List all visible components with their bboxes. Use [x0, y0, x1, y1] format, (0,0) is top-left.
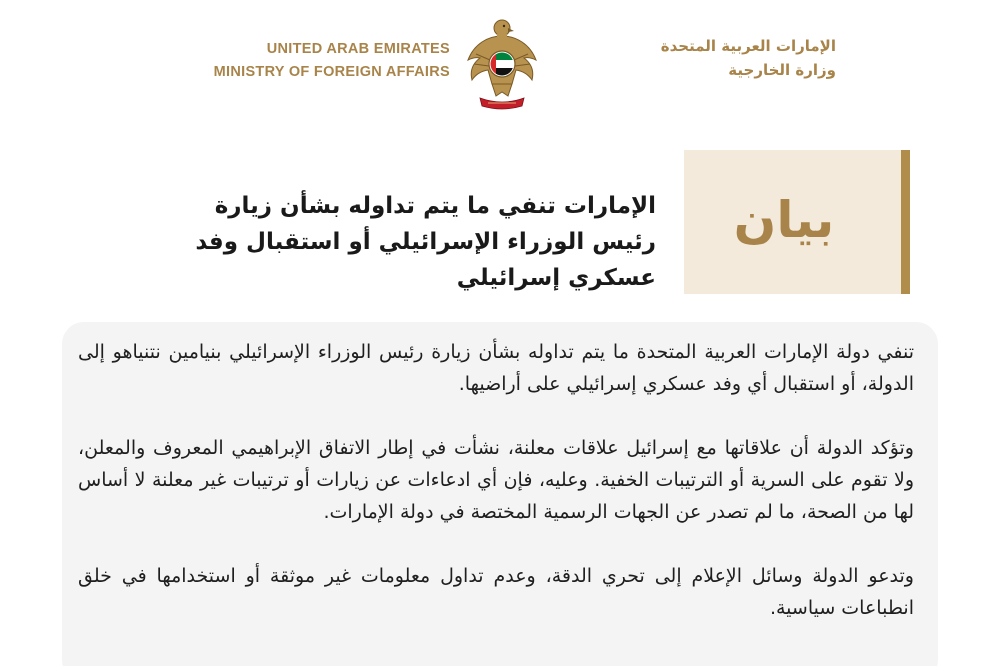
statement-title-box — [684, 150, 910, 294]
statement-headline: الإمارات تنفي ما يتم تداوله بشأن زيارة رئيس الوزراء الإسرائيلي أو استقبال وفد عسكري إسرائيلي — [195, 193, 656, 291]
statement-body-text — [78, 336, 914, 656]
arabic-ministry-name — [556, 34, 836, 82]
english-ministry-name — [150, 38, 450, 84]
arabic-country-name: الإمارات العربية المتحدة — [660, 37, 836, 55]
body-paragraph: وتدعو الدولة وسائل الإعلام إلى تحري الدقة، وعدم تداول معلومات غير موثقة أو استخدامها في خلق انطباعات سياسية. — [78, 565, 914, 619]
arabic-ministry-label: وزارة الخارجية — [728, 61, 836, 79]
english-country-name: UNITED ARAB EMIRATES — [266, 41, 450, 57]
statement-label: بيان — [733, 191, 835, 249]
uae-emblem-icon — [462, 14, 542, 110]
english-ministry-label: MINISTRY OF FOREIGN AFFAIRS — [213, 64, 450, 80]
body-paragraph: وتؤكد الدولة أن علاقاتها مع إسرائيل علاقات معلنة، نشأت في إطار الاتفاق الإبراهيمي المعروف والمعلن، ولا تقوم على السرية أو الترتيبات الخفية. وعليه، فإن أي ادعاءات عن زيارات أو ترتيبات غير معلنة لا أساس لها من الصحة، ما لم تصدر عن الجهات الرسمية المختصة في دولة الإمارات. — [78, 437, 914, 523]
body-paragraph: تنفي دولة الإمارات العربية المتحدة ما يتم تداوله بشأن زيارة رئيس الوزراء الإسرائيلي بنيامين نتنياهو إلى الدولة، أو استقبال أي وفد عسكري إسرائيلي على أراضيها. — [78, 341, 914, 395]
